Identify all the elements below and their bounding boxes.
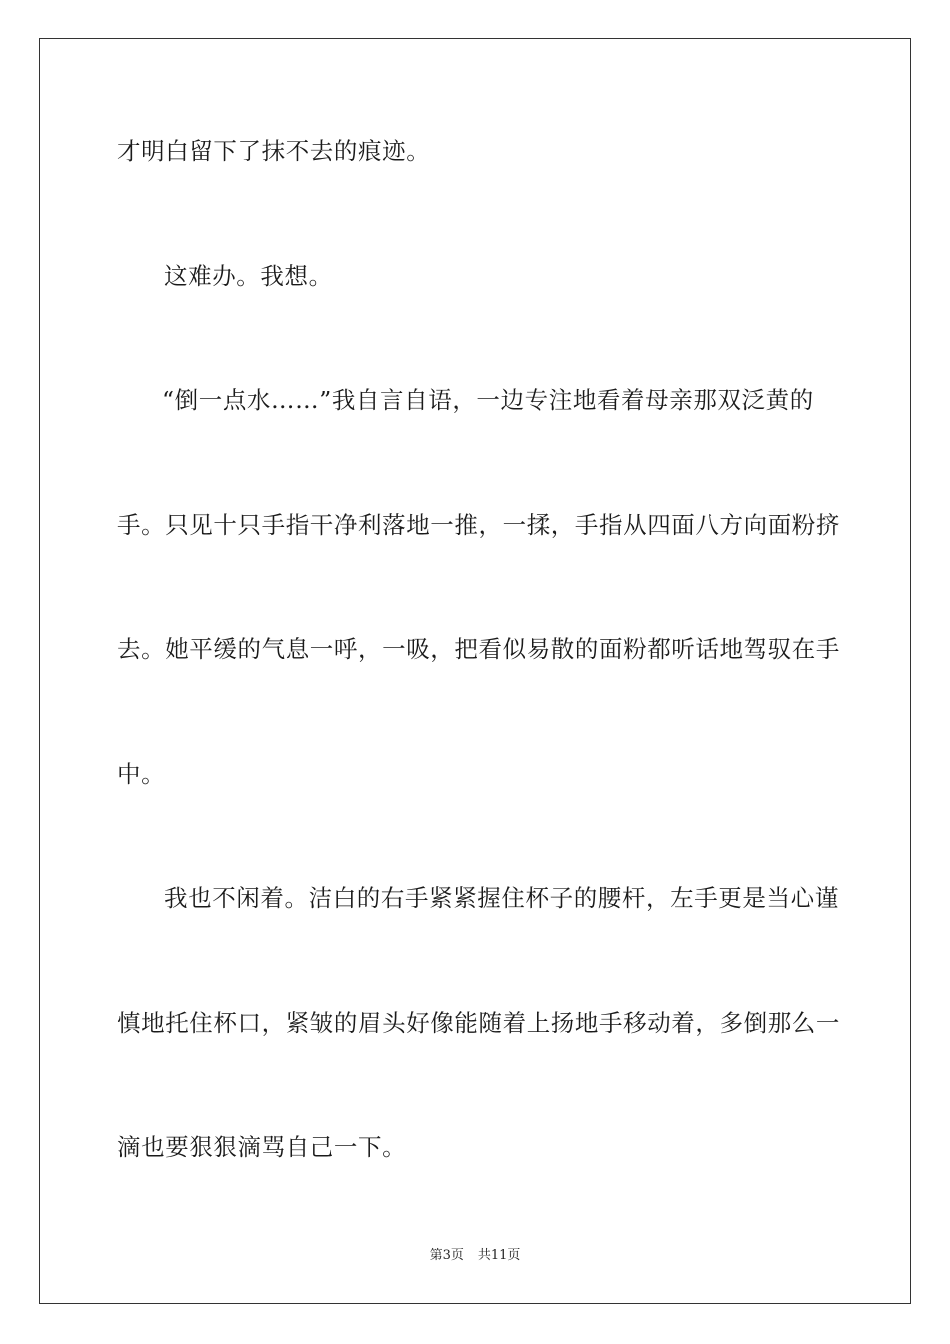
page-footer [0, 1247, 950, 1265]
paragraph-line: 我也不闲着。洁白的右手紧紧握住杯子的腰杆，左手更是当心谨 [164, 884, 839, 912]
paragraph-line: 去。她平缓的气息一呼，一吸，把看似易散的面粉都听话地驾驭在手 [117, 635, 840, 663]
paragraph-line: 这难办。我想。 [164, 262, 333, 290]
paragraph-line: 滴也要狠狠滴骂自己一下。 [117, 1133, 407, 1161]
paragraph-line: “倒一点水……”我自言自语，一边专注地看着母亲那双泛黄的 [162, 386, 814, 414]
page-total: 共11页 [477, 1248, 521, 1263]
page-border [39, 38, 911, 1304]
page-number: 第3页 [429, 1248, 464, 1263]
paragraph-line: 才明白留下了抹不去的痕迹。 [117, 137, 431, 165]
paragraph-line: 中。 [117, 760, 166, 788]
paragraph-line: 慎地托住杯口，紧皱的眉头好像能随着上扬地手移动着，多倒那么一 [117, 1009, 840, 1037]
paragraph-line: 手。只见十只手指干净利落地一推，一揉，手指从四面八方向面粉挤 [117, 511, 840, 539]
